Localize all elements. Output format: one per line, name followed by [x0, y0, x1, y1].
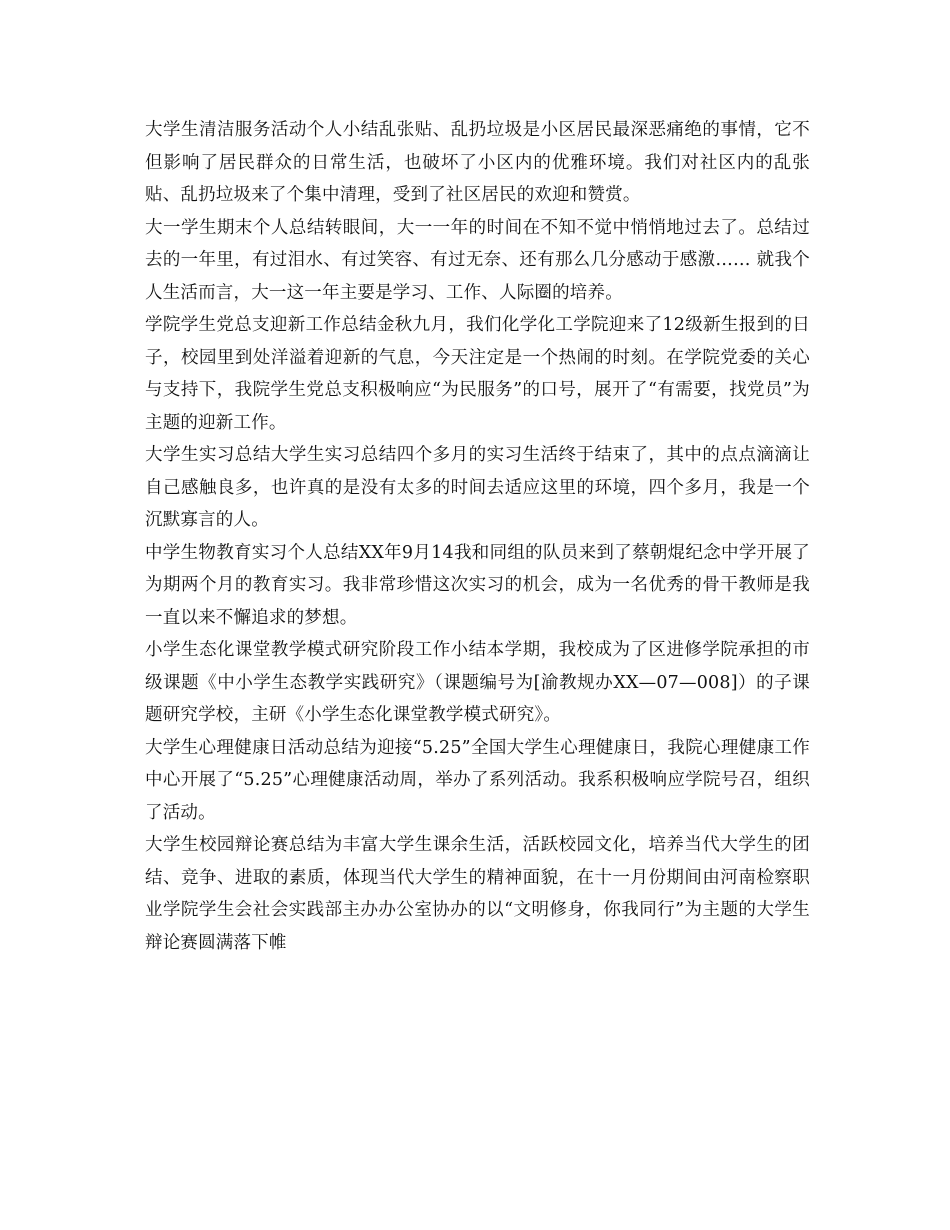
paragraph-freshman-final-summary: 大一学生期末个人总结转眼间，大一一年的时间在不知不觉中悄悄地过去了。总结过去的一年里，有过泪水、有过笑容、有过无奈、还有那么几分感动于感激…… 就我个人生活而言，大一这一年主要是学习、工作、人际圈的培养。: [145, 217, 810, 303]
paragraph-debate-competition-summary: 大学生校园辩论赛总结为丰富大学生课余生活，活跃校园文化，培养当代大学生的团结、竞争、进取的素质，体现当代大学生的精神面貌，在十一月份期间由河南检察职业学院学生会社会实践部主办办公室协办的以“文明修身，你我同行”为主题的大学生辩论赛圆满落下帷: [145, 835, 810, 953]
paragraph-biology-teaching-internship: 中学生物教育实习个人总结XX年9月14我和同组的队员来到了蔡朝焜纪念中学开展了为期两个月的教育实习。我非常珍惜这次实习的机会，成为一名优秀的骨干教师是我一直以来不懈追求的梦想。: [145, 542, 810, 628]
paragraph-cleaning-service-summary: 大学生清洁服务活动个人小结乱张贴、乱扔垃圾是小区居民最深恶痛绝的事情，它不但影响了居民群众的日常生活，也破坏了小区内的优雅环境。我们对社区内的乱张贴、乱扔垃圾来了个集中清理，受到了社区居民的欢迎和赞赏。: [145, 120, 810, 205]
paragraph-internship-summary: 大学生实习总结大学生实习总结四个多月的实习生活终于结束了，其中的点点滴滴让自己感触良多，也许真的是没有太多的时间去适应这里的环境，四个多月，我是一个沉默寡言的人。: [145, 445, 810, 530]
document-body: [145, 114, 810, 959]
paragraph-mental-health-day-summary: 大学生心理健康日活动总结为迎接“5.25”全国大学生心理健康日，我院心理健康工作中心开展了“5.25”心理健康活动周，举办了系列活动。我系积极响应学院号召，组织了活动。: [145, 737, 810, 823]
paragraph-ecological-classroom-research: 小学生态化课堂教学模式研究阶段工作小结本学期，我校成为了区进修学院承担的市级课题《中小学生态教学实践研究》（课题编号为[渝教规办XX—07—008]）的子课题研究学校，主研《小学生态化课堂教学模式研究》。: [145, 640, 810, 725]
paragraph-party-welcome-summary: 学院学生党总支迎新工作总结金秋九月，我们化学化工学院迎来了12级新生报到的日子，校园里到处洋溢着迎新的气息，今天注定是一个热闹的时刻。在学院党委的关心与支持下，我院学生党总支积极响应“为民服务”的口号，展开了“有需要，找党员”为主题的迎新工作。: [145, 315, 810, 433]
